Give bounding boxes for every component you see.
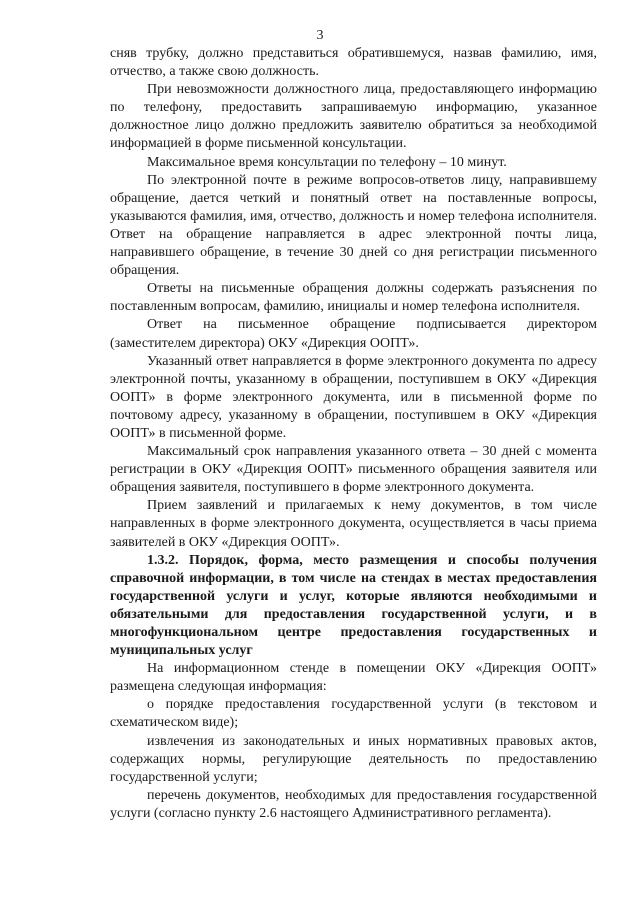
paragraph: При невозможности должностного лица, предоставляющего информацию по телефону, предоставить запрашиваемую информацию, указанное должностное лицо должно предложить заявителю обратиться за необходимой информацией в форме письменной консультации. — [110, 82, 597, 152]
list-item: извлечения из законодательных и иных нормативных правовых актов, содержащих нормы, регулирующие деятельность по предоставлению государственной услуги; — [110, 733, 597, 785]
paragraph: сняв трубку, должно представиться обратившемуся, назвав фамилию, имя, отчество, а также свою должность. — [110, 46, 597, 80]
paragraph: Прием заявлений и прилагаемых к нему документов, в том числе направленных в форме электронного документа, осуществляется в часы приема заявителей в ОКУ «Дирекция ООПТ». — [110, 498, 597, 550]
paragraph: На информационном стенде в помещении ОКУ «Дирекция ООПТ» размещена следующая информация: — [110, 661, 597, 695]
list-item: о порядке предоставления государственной услуги (в текстовом и схематическом виде); — [110, 697, 597, 731]
paragraph: По электронной почте в режиме вопросов-ответов лицу, направившему обращение, дается четкий и понятный ответ на поставленные вопросы, указываются фамилия, имя, отчество, должность и номер телефона исполнителя. Ответ на обращение направляется в адрес электронной почты лица, направившего обращение, в течение 30 дней со дня регистрации письменного обращения. — [110, 172, 597, 279]
list-item: перечень документов, необходимых для предоставления государственной услуги (согласно пункту 2.6 настоящего Административного регламента). — [110, 787, 597, 821]
paragraph: Максимальное время консультации по телефону – 10 минут. — [147, 154, 507, 170]
paragraph: Максимальный срок направления указанного ответа – 30 дней с момента регистрации в ОКУ «Дирекция ООПТ» письменного обращения заявителя или обращения заявителя, поступившего в форме электронного документа. — [110, 444, 597, 496]
page-number: 3 — [316, 28, 324, 43]
paragraph: Ответ на письменное обращение подписывается директором (заместителем директора) ОКУ «Дирекция ООПТ». — [110, 317, 597, 351]
paragraph: Указанный ответ направляется в форме электронного документа по адресу электронной почты, указанному в обращении, поступившем в ОКУ «Дирекция ООПТ» в форме электронного документа, или в письменной форме по почтовому адресу, указанному в обращении, поступившем в ОКУ «Дирекция ООПТ» в письменной форме. — [110, 353, 597, 441]
paragraph: Ответы на письменные обращения должны содержать разъяснения по поставленным вопросам, фамилию, инициалы и номер телефона исполнителя. — [110, 281, 597, 315]
document-body — [110, 45, 597, 823]
section-heading: 1.3.2. Порядок, форма, место размещения и способы получения справочной информации, в том числе на стендах в местах предоставления государственной услуги и услуг, которые являются необходимыми и обязательными для предоставления государственной услуги, и в многофункциональном центре предоставления государственных и муниципальных услуг — [110, 552, 597, 659]
